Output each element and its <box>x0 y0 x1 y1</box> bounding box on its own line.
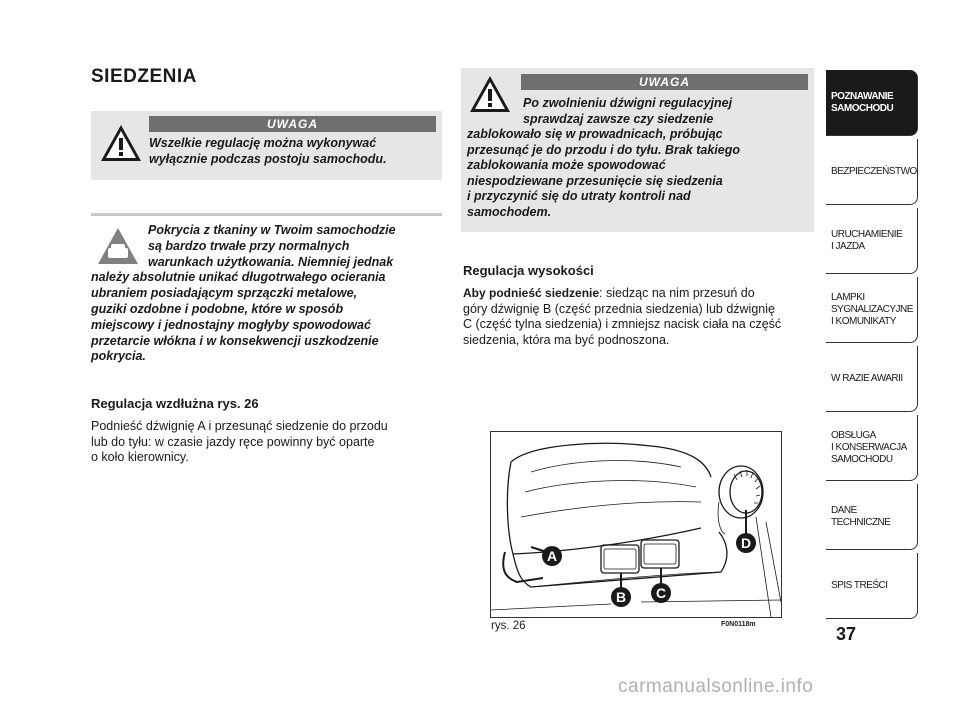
divider <box>91 213 442 216</box>
text-line: wyłącznie podczas postoju samochodu. <box>149 151 387 166</box>
text-line: są bardzo trwałe przy normalnych <box>148 238 350 253</box>
tab-bezpieczenstwo[interactable] <box>826 139 918 205</box>
seat-illustration <box>490 431 782 618</box>
longitudinal-text <box>91 419 451 466</box>
tab-label: SPIS TREŚCI <box>831 579 888 591</box>
label-d-marker <box>736 533 756 553</box>
tab-label: URUCHAMIENIE I JAZDA <box>831 228 903 252</box>
text-line: sprawdzaj zawsze czy siedzenie <box>523 111 714 126</box>
seat-drawing <box>491 432 781 617</box>
text-line: Pokrycia z tkaniny w Twoim samochodzie <box>148 223 396 237</box>
text-line: miejscowy i jednostajny mogłyby spowodować <box>91 317 371 332</box>
warning-triangle-icon <box>99 123 143 163</box>
warning-box-stationary <box>91 111 442 180</box>
text-line: lub do tyłu: w czasie jazdy ręce powinny być oparte <box>91 434 375 449</box>
tab-label: LAMPKI SYGNALIZACYJNE I KOMUNIKATY <box>831 291 913 327</box>
text-line: należy absolutnie unikać długotrwałego ocierania <box>91 270 386 285</box>
tab-w-razie-awarii[interactable] <box>826 346 918 412</box>
text-line: i przyczynić się do utraty kontroli nad <box>467 189 691 203</box>
upholstery-note <box>91 213 442 364</box>
height-heading: Regulacja wysokości <box>463 263 594 278</box>
text-line: C (część tylna siedzenia) i zmniejsz nacisk ciała na część <box>463 317 782 331</box>
text-span: : siedząc na nim przesuń do <box>599 286 755 300</box>
text-line: samochodem. <box>467 204 552 219</box>
label-d: D <box>736 533 756 553</box>
tab-uruchamienie-i-jazda[interactable] <box>826 208 918 274</box>
figure-code: F0N0118m <box>721 621 756 628</box>
text-line: pokrycia. <box>91 349 146 364</box>
height-text <box>463 286 823 348</box>
tab-obsluga-i-konserwacja[interactable] <box>826 415 918 481</box>
text-line: siedzenia, która ma być podnoszona. <box>463 332 670 347</box>
page-number: 37 <box>836 624 857 644</box>
text-line: zablokowało się w prowadnicach, próbując <box>467 127 723 141</box>
warning-box-lock-check <box>461 68 814 232</box>
figure-caption: rys. 26 <box>491 620 526 632</box>
text-line: o koło kierownicy. <box>91 450 189 464</box>
text-line: góry dźwignię B (część przednia siedzenia) lub dźwignię <box>463 301 775 316</box>
label-c-marker <box>651 583 671 603</box>
label-a-marker <box>542 546 562 566</box>
text-line: przetarcie włókna i w konsekwencji uszkodzenie <box>91 333 379 348</box>
page-title: SIEDZENIA <box>91 66 197 87</box>
text-line: warunkach użytkowania. Niemniej jednak <box>148 254 394 269</box>
text-line: Wszelkie regulację można wykonywać <box>149 136 377 150</box>
tab-label: W RAZIE AWARII <box>831 372 903 384</box>
warning-label: UWAGA <box>521 74 808 90</box>
bold-lead: Aby podnieść siedzenie <box>463 286 600 300</box>
tab-label: BEZPIECZEŃSTWO <box>831 165 917 177</box>
tab-dane-techniczne[interactable] <box>826 484 918 550</box>
warning-text <box>149 136 439 167</box>
text-line: zablokowania może spowodować <box>467 158 666 172</box>
text-line: Podnieść dźwignię A i przesunąć siedzenie do przodu <box>91 419 388 433</box>
text-line: guziki ozdobne i podobne, które w sposób <box>91 301 344 316</box>
tab-label: POZNAWANIE SAMOCHODU <box>831 90 894 114</box>
label-b: B <box>611 587 631 607</box>
longitudinal-heading: Regulacja wzdłużna rys. 26 <box>91 396 259 411</box>
warning-label: UWAGA <box>149 116 436 132</box>
tab-spis-tresci[interactable] <box>826 553 918 619</box>
text-line: przesunąć je do przodu i do tyłu. Brak takiego <box>467 142 740 157</box>
tab-poznawanie-samochodu[interactable] <box>826 70 918 136</box>
tab-label: DANE TECHNICZNE <box>831 504 891 528</box>
watermark: carmanualsonline.info <box>618 676 814 697</box>
warning-text <box>467 96 812 220</box>
tab-label: OBSŁUGA I KONSERWACJA SAMOCHODU <box>831 429 907 465</box>
text-line: niespodziewane przesunięcie się siedzenia <box>467 173 723 188</box>
tab-lampki-sygnalizacyjne[interactable] <box>826 277 918 343</box>
text-line: ubraniem posiadającym sprzączki metalowe, <box>91 286 358 301</box>
label-a: A <box>542 546 562 566</box>
text-line: Po zwolnieniu dźwigni regulacyjnej <box>523 96 733 110</box>
label-b-marker <box>611 587 631 607</box>
text-line <box>463 286 823 302</box>
label-c: C <box>651 583 671 603</box>
note-text <box>91 223 442 365</box>
